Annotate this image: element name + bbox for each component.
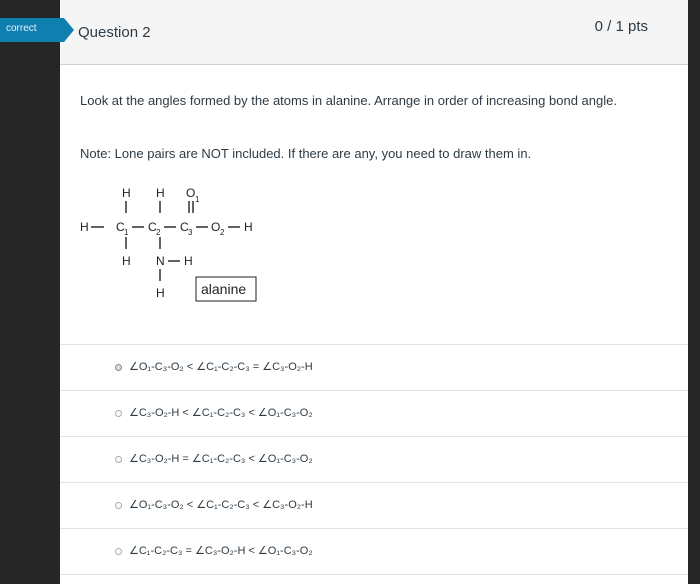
- answer-label: ∠O₁-C₃-O₂ < ∠C₁-C₂-C₃ < ∠C₃-O₂-H: [129, 499, 313, 511]
- answer-label: ∠O₁-C₃-O₂ < ∠C₁-C₂-C₃ = ∠C₃-O₂-H: [129, 361, 313, 373]
- atom-c3: C: [180, 220, 189, 234]
- answer-option[interactable]: [60, 528, 688, 575]
- atom-c2-index: 2: [156, 228, 161, 237]
- atom-c1-index: 1: [124, 228, 129, 237]
- correct-status-badge: correct: [0, 18, 64, 42]
- atom-h-right: H: [244, 220, 253, 234]
- atom-h-top2: H: [156, 186, 165, 200]
- answer-option[interactable]: [60, 390, 688, 436]
- atom-h-bottom: H: [122, 254, 131, 268]
- answer-radio[interactable]: [115, 548, 122, 555]
- answer-radio[interactable]: [115, 410, 122, 417]
- question-header: [60, 0, 688, 65]
- atom-h-n: H: [184, 254, 193, 268]
- alanine-structure-drawing: [80, 180, 340, 320]
- question-note: Note: Lone pairs are NOT included. If there are any, you need to draw them in.: [80, 146, 532, 161]
- question-title: Question 2: [78, 24, 151, 41]
- answer-radio[interactable]: [115, 502, 122, 509]
- answer-list: [60, 344, 688, 575]
- answer-radio[interactable]: [115, 364, 122, 371]
- atom-o2-index: 2: [220, 228, 225, 237]
- answer-option[interactable]: [60, 344, 688, 390]
- question-prompt: Look at the angles formed by the atoms in alanine. Arrange in order of increasing bond angle.: [80, 93, 617, 108]
- answer-option[interactable]: [60, 436, 688, 482]
- atom-h-n-bottom: H: [156, 286, 165, 300]
- answer-label: ∠C₁-C₂-C₃ = ∠C₃-O₂-H < ∠O₁-C₃-O₂: [129, 545, 313, 557]
- question-card: [60, 0, 688, 584]
- answer-option[interactable]: [60, 482, 688, 528]
- atom-o1-index: 1: [195, 195, 200, 204]
- atom-o2: O: [211, 220, 221, 234]
- answer-label: ∠C₃-O₂-H < ∠C₁-C₂-C₃ < ∠O₁-C₃-O₂: [129, 407, 313, 419]
- atom-c3-index: 3: [188, 228, 193, 237]
- correct-badge-arrow: [64, 18, 74, 42]
- atom-h-top1: H: [122, 186, 131, 200]
- answer-label: ∠C₃-O₂-H = ∠C₁-C₂-C₃ < ∠O₁-C₃-O₂: [129, 453, 313, 465]
- atom-o1: O: [186, 186, 196, 200]
- answer-radio[interactable]: [115, 456, 122, 463]
- atom-c2: C: [148, 220, 157, 234]
- atom-h-left: H: [80, 220, 89, 234]
- structure-caption: alanine: [201, 281, 247, 297]
- atom-c1: C: [116, 220, 125, 234]
- atom-n: N: [156, 254, 165, 268]
- question-points: 0 / 1 pts: [594, 18, 648, 35]
- alanine-structure: [80, 180, 340, 325]
